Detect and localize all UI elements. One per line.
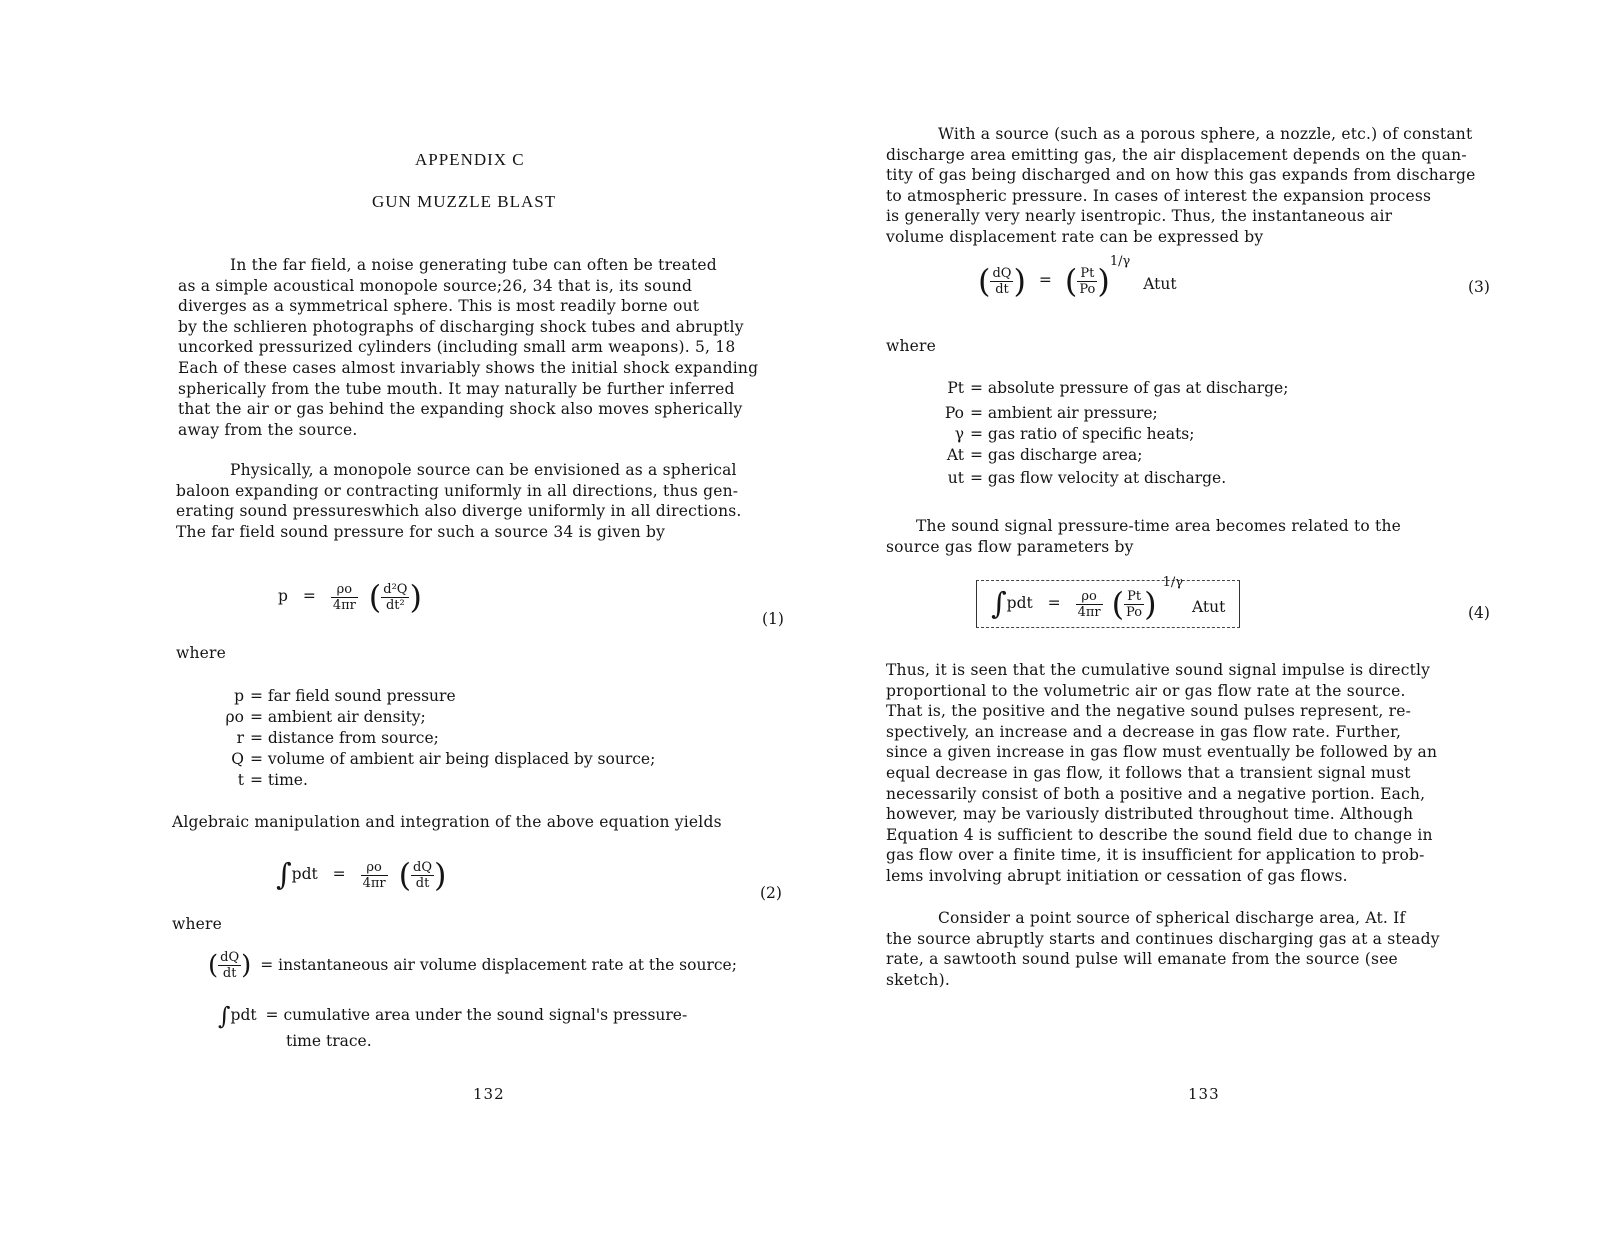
definition-row bbox=[210, 749, 655, 770]
integral-sign: ∫ bbox=[218, 1002, 231, 1030]
paragraph-1 bbox=[178, 255, 758, 440]
equation-3-number: (3) bbox=[1468, 278, 1490, 296]
text-line: In the far field, a noise generating tube can often be treated bbox=[230, 256, 717, 274]
where-label-2: where bbox=[172, 915, 223, 933]
eq4-lhs: pdt bbox=[1006, 594, 1033, 612]
eq1-derivative bbox=[381, 582, 409, 613]
paragraph-2 bbox=[886, 516, 1401, 557]
text-line: necessarily consist of both a positive and a negative portion. Each, bbox=[886, 784, 1426, 803]
def-text: = absolute pressure of gas at discharge; bbox=[970, 379, 1289, 397]
def-symbol: Pt bbox=[947, 379, 964, 397]
section-heading: GUN MUZZLE BLAST bbox=[372, 192, 557, 211]
eq3-p-den: Po bbox=[1079, 281, 1096, 297]
equation-4-box: ∫pdt = $\frac{\rho o}{4\pi r}$ ( $\frac{Pt}{Po}$ )$^{1/\gamma}$ Atut bbox=[976, 580, 1240, 628]
eq4-exponent: 1/γ bbox=[1162, 574, 1183, 590]
eq4-tail: Atut bbox=[1191, 598, 1226, 616]
integral-sign: ∫ bbox=[276, 857, 292, 893]
text-line: volume displacement rate can be expressed by bbox=[886, 227, 1264, 246]
def-symbol: ρo bbox=[225, 708, 244, 726]
def-dqdt-num: dQ bbox=[220, 950, 240, 965]
text-line: that the air or gas behind the expanding shock also moves spherically bbox=[178, 400, 743, 419]
definition-row bbox=[930, 378, 1288, 399]
eq4-fraction bbox=[1076, 589, 1103, 620]
eq3-deriv-num: dQ bbox=[992, 265, 1012, 281]
paragraph-2 bbox=[176, 460, 742, 542]
eq2-frac-den: 4πr bbox=[362, 875, 386, 891]
eq1-equals: = bbox=[302, 587, 316, 605]
appendix-heading: APPENDIX C bbox=[415, 150, 525, 169]
text-line: by the schlieren photographs of discharging shock tubes and abruptly bbox=[178, 317, 744, 336]
definition-pdt bbox=[218, 1002, 687, 1050]
text-line: gas flow over a finite time, it is insufficient for application to prob- bbox=[886, 846, 1425, 865]
text-line: discharge area emitting gas, the air displacement depends on the quan- bbox=[886, 145, 1467, 164]
paragraph-3 bbox=[886, 660, 1437, 887]
eq1-lhs: p bbox=[278, 587, 288, 605]
text-line: The far field sound pressure for such a source 34 is given by bbox=[176, 522, 666, 541]
eq2-equals: = bbox=[332, 865, 346, 883]
def-text: = gas ratio of specific heats; bbox=[970, 425, 1195, 443]
def-text: = gas flow velocity at discharge. bbox=[970, 469, 1227, 487]
eq2-deriv-den: dt bbox=[415, 875, 430, 891]
page-number-right: 133 bbox=[1188, 1085, 1220, 1103]
eq2-frac-num: ρo bbox=[361, 860, 388, 876]
eq3-pressure-ratio bbox=[1077, 266, 1097, 297]
eq1-deriv-den: dt² bbox=[385, 597, 405, 613]
def-symbol: Q bbox=[231, 750, 244, 768]
def-text: = ambient air pressure; bbox=[970, 404, 1158, 422]
text-line: rate, a sawtooth sound pulse will emanate from the source (see bbox=[886, 950, 1398, 969]
eq3-exponent: 1/γ bbox=[1109, 253, 1131, 269]
equation-4-number: (4) bbox=[1468, 604, 1490, 622]
eq1-deriv-num: d²Q bbox=[383, 581, 408, 597]
definition-row bbox=[210, 707, 655, 728]
eq3-equals: = bbox=[1038, 271, 1052, 289]
definition-row bbox=[210, 770, 655, 791]
eq2-derivative bbox=[411, 860, 434, 891]
text-line: With a source (such as a porous sphere, a nozzle, etc.) of constant bbox=[938, 125, 1473, 143]
equation-1-number: (1) bbox=[762, 610, 784, 628]
paragraph-3: Algebraic manipulation and integration of the above equation yields bbox=[172, 813, 722, 831]
eq3-tail: Atut bbox=[1143, 275, 1177, 293]
paragraph-4 bbox=[886, 908, 1440, 990]
right-page bbox=[870, 0, 1600, 1237]
def-symbol: r bbox=[236, 729, 244, 747]
def-text: = time. bbox=[250, 771, 308, 789]
definitions-1 bbox=[210, 686, 655, 791]
text-line: Consider a point source of spherical discharge area, At. If bbox=[938, 909, 1406, 927]
text-line: spectively, an increase and a decrease in gas flow rate. Further, bbox=[886, 722, 1402, 741]
text-line: The sound signal pressure-time area becomes related to the bbox=[916, 517, 1402, 535]
definitions-2 bbox=[930, 378, 1288, 489]
text-line: however, may be variously distributed throughout time. Although bbox=[886, 805, 1414, 824]
eq2-deriv-num: dQ bbox=[413, 859, 433, 875]
text-line: baloon expanding or contracting uniformly in all directions, thus gen- bbox=[176, 481, 739, 500]
text-line: Physically, a monopole source can be envisioned as a spherical bbox=[230, 461, 737, 479]
where-label-1: where bbox=[176, 644, 227, 662]
eq4-p-num: Pt bbox=[1124, 589, 1144, 605]
eq3-derivative bbox=[990, 266, 1013, 297]
equation-2: ∫pdt = $\frac{\rho o}{4\pi r}$ ( $\frac{dQ}{dt}$ ) bbox=[276, 856, 447, 894]
text-line: Equation 4 is sufficient to describe the sound field due to change in bbox=[886, 825, 1433, 844]
text-line: Thus, it is seen that the cumulative sound signal impulse is directly bbox=[886, 661, 1431, 679]
definition-row bbox=[210, 686, 655, 707]
text-line: to atmospheric pressure. In cases of interest the expansion process bbox=[886, 186, 1432, 205]
eq3-deriv-den: dt bbox=[995, 281, 1009, 297]
def-text: = volume of ambient air being displaced by source; bbox=[250, 750, 656, 768]
text-line: Each of these cases almost invariably shows the initial shock expanding bbox=[178, 358, 759, 377]
def-text: = cumulative area under the sound signal's pressure- bbox=[265, 1006, 688, 1024]
def-symbol: At bbox=[946, 446, 964, 464]
def-text: = instantaneous air volume displacement rate at the source; bbox=[260, 955, 737, 974]
eq2-fraction bbox=[361, 860, 388, 891]
def-text: = ambient air density; bbox=[250, 708, 426, 726]
text-line: spherically from the tube mouth. It may naturally be further inferred bbox=[178, 379, 735, 398]
def-symbol: t bbox=[237, 771, 244, 789]
page-number-left: 132 bbox=[473, 1085, 505, 1103]
definition-row bbox=[930, 403, 1288, 424]
text-line: as a simple acoustical monopole source;26, 34 that is, its sound bbox=[178, 276, 693, 295]
def-symbol: p bbox=[234, 687, 244, 705]
equation-1: p = $\frac{\rho o}{4\pi r}$ ( $\frac{\text{d²Q}}{\text{dt²}}$ ) bbox=[278, 578, 422, 616]
eq4-p-den: Po bbox=[1126, 604, 1143, 620]
def-text-cont: time trace. bbox=[286, 1032, 372, 1050]
text-line: source gas flow parameters by bbox=[886, 537, 1134, 556]
paragraph-1 bbox=[886, 124, 1475, 248]
def-dqdt-symbol bbox=[218, 950, 241, 981]
text-line: tity of gas being discharged and on how this gas expands from discharge bbox=[886, 166, 1476, 185]
eq1-frac-den: 4πr bbox=[332, 597, 356, 613]
equation-3: ( $\frac{dQ}{dt}$ ) = ( $\frac{Pt}{Po}$ )$^{1/\gamma}$ Atut bbox=[978, 253, 1177, 300]
def-text: = far field sound pressure bbox=[250, 687, 456, 705]
eq4-frac-den: 4πr bbox=[1077, 604, 1101, 620]
text-line: away from the source. bbox=[178, 420, 358, 439]
text-line: uncorked pressurized cylinders (including small arm weapons). 5, 18 bbox=[178, 338, 736, 357]
text-line: is generally very nearly isentropic. Thus, the instantaneous air bbox=[886, 207, 1393, 226]
def-text: = distance from source; bbox=[250, 729, 439, 747]
definition-row bbox=[930, 424, 1288, 445]
definition-dqdt: ( $\frac{dQ}{dt}$ ) = instantaneous air volume displacement rate at the source; bbox=[208, 950, 737, 981]
equation-2-number: (2) bbox=[760, 884, 782, 902]
where-label: where bbox=[886, 337, 937, 355]
def-symbol: γ bbox=[954, 425, 964, 443]
text-line: diverges as a symmetrical sphere. This is most readily borne out bbox=[178, 297, 700, 316]
text-line: lems involving abrupt initiation or cessation of gas flows. bbox=[886, 866, 1348, 885]
def-text: = gas discharge area; bbox=[970, 446, 1143, 464]
text-line: That is, the positive and the negative sound pulses represent, re- bbox=[886, 702, 1412, 721]
integral-sign: ∫ bbox=[991, 586, 1007, 622]
def-symbol: pdt bbox=[230, 1006, 257, 1024]
text-line: sketch). bbox=[886, 970, 950, 989]
definition-row bbox=[210, 728, 655, 749]
definition-row bbox=[930, 445, 1288, 466]
text-line: the source abruptly starts and continues discharging gas at a steady bbox=[886, 929, 1440, 948]
text-line: equal decrease in gas flow, it follows that a transient signal must bbox=[886, 763, 1411, 782]
eq4-pressure-ratio bbox=[1124, 589, 1144, 620]
definition-row bbox=[930, 468, 1288, 489]
def-symbol: Po bbox=[944, 404, 964, 422]
eq2-lhs: pdt bbox=[291, 865, 318, 883]
eq3-p-num: Pt bbox=[1077, 266, 1097, 282]
eq4-frac-num: ρo bbox=[1076, 589, 1103, 605]
def-symbol: ut bbox=[947, 469, 964, 487]
text-line: erating sound pressureswhich also diverge uniformly in all directions. bbox=[176, 502, 742, 521]
eq1-fraction bbox=[331, 582, 358, 613]
def-dqdt-den: dt bbox=[222, 966, 237, 981]
eq4-equals: = bbox=[1047, 594, 1061, 612]
text-line: since a given increase in gas flow must eventually be followed by an bbox=[886, 743, 1438, 762]
text-line: proportional to the volumetric air or gas flow rate at the source. bbox=[886, 681, 1406, 700]
eq1-frac-num: ρo bbox=[331, 582, 358, 598]
